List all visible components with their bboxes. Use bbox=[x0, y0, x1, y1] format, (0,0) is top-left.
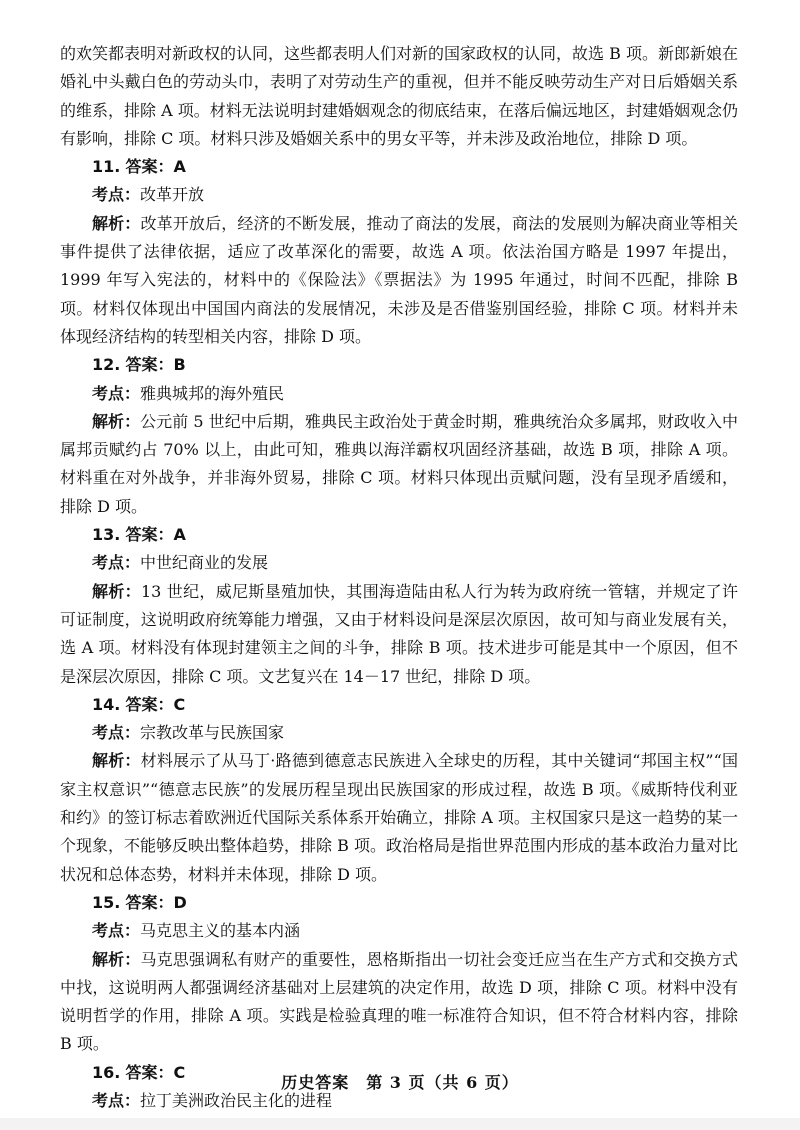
analysis-text: 改革开放后，经济的不断发展，推动了商法的发展，商法的发展则为解决商业等相关事件提供了法律依据，适应了改革深化的需要，故选 A 项。依法治国方略是 1997 年提出，1999 年写入宪法的，材料中的《保险法》《票据法》为 1995 年通过，时间不匹配，排除 B 项。材料仅体现出中国国内商法的发展情况，未涉及是否借鉴别国经验，排除 C 项。材料并未体现经济结构的转型相关内容，排除 D 项。 bbox=[60, 213, 738, 346]
analysis-paragraph bbox=[60, 408, 738, 521]
topic-line bbox=[60, 181, 738, 209]
topic-text: 雅典城邦的海外殖民 bbox=[140, 383, 285, 403]
analysis-text: 公元前 5 世纪中后期，雅典民主政治处于黄金时期，雅典统治众多属邦，财政收入中属邦贡赋约占 70% 以上，由此可知，雅典以海洋霸权巩固经济基础，故选 B 项，排除 A 项。材料重在对外战争，并非海外贸易，排除 C 项。材料只体现出贡赋问题，没有呈现矛盾缓和，排除 D 项。 bbox=[60, 411, 738, 516]
topic-label: 考点： bbox=[92, 723, 141, 743]
question-number: 13. bbox=[92, 525, 121, 545]
answer-label: 答案： bbox=[125, 1062, 174, 1082]
page-bottom-edge bbox=[0, 1118, 800, 1130]
analysis-label: 解析： bbox=[92, 581, 141, 601]
analysis-label: 解析： bbox=[92, 411, 141, 431]
intro-paragraph: 的欢笑都表明对新政权的认同，这些都表明人们对新的国家政权的认同，故选 B 项。新郎新娘在婚礼中头戴白色的劳动头巾，表明了对劳动生产的重视，但并不能反映劳动生产对日后婚姻关系的维系，排除 A 项。材料无法说明封建婚姻观念的彻底结束，在落后偏远地区，封建婚姻观念仍有影响，排除 C 项。材料只涉及婚姻关系中的男女平等，并未涉及政治地位，排除 D 项。 bbox=[60, 44, 738, 148]
answer-label: 答案： bbox=[125, 892, 174, 912]
analysis-paragraph bbox=[60, 210, 738, 351]
question-block-15 bbox=[60, 889, 738, 1059]
answer-label: 答案： bbox=[125, 157, 174, 177]
answer-value: C bbox=[173, 694, 186, 714]
analysis-paragraph bbox=[60, 578, 738, 691]
answer-line bbox=[60, 521, 738, 549]
topic-text: 改革开放 bbox=[140, 185, 205, 205]
question-block-12 bbox=[60, 351, 738, 521]
topic-text: 中世纪商业的发展 bbox=[140, 553, 269, 573]
answer-value: D bbox=[173, 892, 187, 912]
topic-label: 考点： bbox=[92, 185, 141, 205]
topic-line bbox=[60, 549, 738, 577]
analysis-text: 马克思强调私有财产的重要性，恩格斯指出一切社会变迁应当在生产方式和交换方式中找，这说明两人都强调经济基础对上层建筑的决定作用，故选 D 项，排除 C 项。材料中没有说明哲学的作用，排除 A 项。实践是检验真理的唯一标准符合知识，但不符合材料内容，排除 B 项。 bbox=[60, 949, 738, 1054]
topic-label: 考点： bbox=[92, 383, 141, 403]
answer-page bbox=[60, 40, 738, 1115]
topic-line bbox=[60, 719, 738, 747]
question-number: 14. bbox=[92, 694, 121, 714]
analysis-paragraph bbox=[60, 946, 738, 1059]
answer-label: 答案： bbox=[125, 694, 174, 714]
answer-line bbox=[60, 153, 738, 181]
question-block-13 bbox=[60, 521, 738, 691]
question-block-11 bbox=[60, 153, 738, 351]
topic-line bbox=[60, 380, 738, 408]
answer-label: 答案： bbox=[125, 355, 174, 375]
topic-line bbox=[60, 917, 738, 945]
question-number: 15. bbox=[92, 892, 121, 912]
analysis-paragraph bbox=[60, 747, 738, 888]
answer-line bbox=[60, 889, 738, 917]
analysis-label: 解析： bbox=[92, 213, 141, 233]
topic-text: 马克思主义的基本内涵 bbox=[140, 921, 301, 941]
analysis-label: 解析： bbox=[92, 751, 141, 771]
answer-value: C bbox=[173, 1062, 186, 1082]
question-number: 11. bbox=[92, 157, 121, 177]
question-number: 12. bbox=[92, 355, 121, 375]
question-number: 16. bbox=[92, 1062, 121, 1082]
page-footer: 历史答案 第 3 页（共 6 页） bbox=[281, 1073, 519, 1092]
topic-text: 拉丁美洲政治民主化的进程 bbox=[140, 1090, 333, 1110]
question-block-14 bbox=[60, 691, 738, 889]
analysis-text: 材料展示了从马丁·路德到德意志民族进入全球史的历程，其中关键词“邦国主权”“国家主权意识”“德意志民族”的发展历程呈现出民族国家的形成过程，故选 B 项。《威斯特伐利亚和约》的签订标志着欧洲近代国际关系体系开始确立，排除 A 项。主权国家只是这一趋势的某一个现象，不能够反映出整体趋势，排除 B 项。政治格局是指世界范围内形成的基本政治力量对比状况和总体态势，材料并未体现，排除 D 项。 bbox=[60, 751, 738, 884]
topic-text: 宗教改革与民族国家 bbox=[140, 723, 285, 743]
topic-label: 考点： bbox=[92, 553, 141, 573]
answer-value: A bbox=[173, 157, 186, 177]
answer-label: 答案： bbox=[125, 525, 174, 545]
topic-label: 考点： bbox=[92, 921, 141, 941]
answer-line bbox=[60, 691, 738, 719]
analysis-text: 13 世纪，威尼斯垦殖加快，其围海造陆由私人行为转为政府统一管辖，并规定了许可证制度，这说明政府统筹能力增强，又由于材料设问是深层次原因，故可知与商业发展有关，选 A 项。材料没有体现封建领主之间的斗争，排除 B 项。技术进步可能是其中一个原因，但不是深层次原因，排除 C 项。文艺复兴在 14－17 世纪，排除 D 项。 bbox=[60, 581, 738, 686]
answer-value: A bbox=[173, 525, 186, 545]
analysis-label: 解析： bbox=[92, 949, 141, 969]
answer-line bbox=[60, 351, 738, 379]
answer-value: B bbox=[173, 355, 186, 375]
topic-label: 考点： bbox=[92, 1090, 141, 1110]
